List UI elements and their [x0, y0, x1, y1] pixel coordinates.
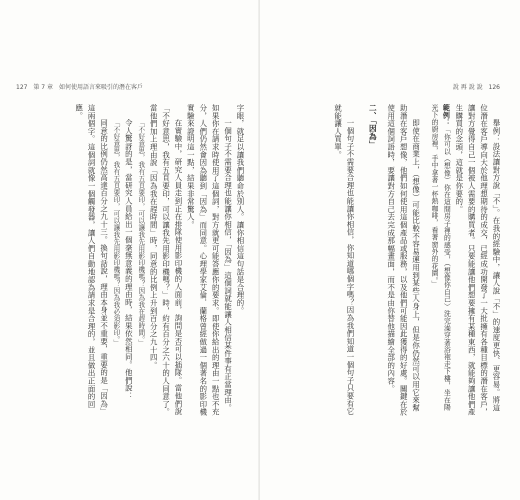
left-paragraph-2: 一個句子不需要合理也能讓你相信，「因為」這個詞就能讓人相信某件事有正當理由。如果你在請求時使用了這個詞，對方就更可能答應你的要求。即使你給出的理由一點也不充分，人們仍然會因為聽到「因為」而同意。心理學家艾倫．蘭格曾經做過一個著名的影印機實驗來證明這一點，結果非常驚人。 [186, 104, 233, 416]
left-paragraph-4: 令人驚訝的是，當研究人員給出一個毫無意義的理由時，結果依然相同。他們說： [124, 118, 134, 400]
left-paragraph-1: 字眼，就足以讓我們聽命於別人。讓你相信這句話是合理的。 [236, 104, 245, 315]
right-page [260, 0, 520, 500]
left-paragraph-3: 在實驗中，研究人員走到正在排隊使用影印機的人面前，詢問是否可以插隊。當他們說「不好意思，我有五頁要印，可以讓我先用影印機嗎？」時，約有百分之六十的人同意了。當他們加上理由說「因為我在趕時間」時，同意的比例上升到百分之九十四。 [149, 104, 183, 416]
left-paragraph-5: 同意的比例仍然高達百分之九十三。換句話說，理由本身並不重要，重要的是「因為」這兩個字。這個詞就像一個觸發器，讓人們自動地認為請求是合理的，並且做出正面的回應。 [74, 104, 109, 416]
left-page-number: 127 [16, 84, 28, 91]
left-quote-1: 「不好意思，我有五頁要印，可以讓我先用影印機嗎？因為我在趕時間。」 [136, 118, 145, 347]
right-paragraph-2: 即使在商業上，（想像）可能比較不容易運用到某些人身上，但是你仍然可以用它來幫助潛在客戶想像，他們如何使用這個產品或服務，以及他們可能因此獲得的好處。關鍵在於使用這個詞語時，要讓對方自己去完成那幅畫面，而不是由你替他描繪全部的內容。 [386, 104, 421, 416]
left-quote-2: 「不好意思，我有五頁要印，可以讓我先用影印機嗎？因為我必須影印。」 [111, 118, 120, 347]
right-paragraph-3: 一個句子不需要合理也能讓你相信，你知道哪個字嗎？因為我們知道一個句子只要有它就能讓人買單。 [333, 104, 355, 416]
right-page-text [274, 104, 502, 416]
right-example [428, 104, 453, 416]
example-text: 「你可以（想像）你在這間房子裡的感受，（想像你自己）洗完澡穿著浴袍走下樓，坐在陽光下的廚房裡，手中拿著一杯熱咖啡，看著窗外的花園。」 [429, 104, 451, 411]
left-page-text [14, 104, 246, 416]
section-heading: 二、「因為」 [368, 104, 378, 149]
left-page-header [16, 82, 147, 92]
right-paragraph-1: 舉例：設法讓對方說「不」。在我的經驗中，讓人說「不」的速度更快、更容易。將這位潛在客戶導向大於他理想期待的成交，已經成功開發了一大批擁有各種目標的潛在客戶，讓對方覺得自己一個被人需要的購買者。只要能讓他們想要擁有某種東西，就能夠讓他們產生購買的念頭，這就是你要的。 [454, 104, 501, 416]
right-page-header [449, 82, 500, 92]
example-label: 範例： [442, 104, 451, 127]
left-running-title: 如何使用語言來吸引的潛在客戶 [58, 84, 143, 91]
left-chapter-label: 第 7 章 [33, 84, 54, 91]
right-page-number: 126 [488, 84, 500, 91]
right-running-title: 說 再 說 說 [452, 84, 483, 91]
